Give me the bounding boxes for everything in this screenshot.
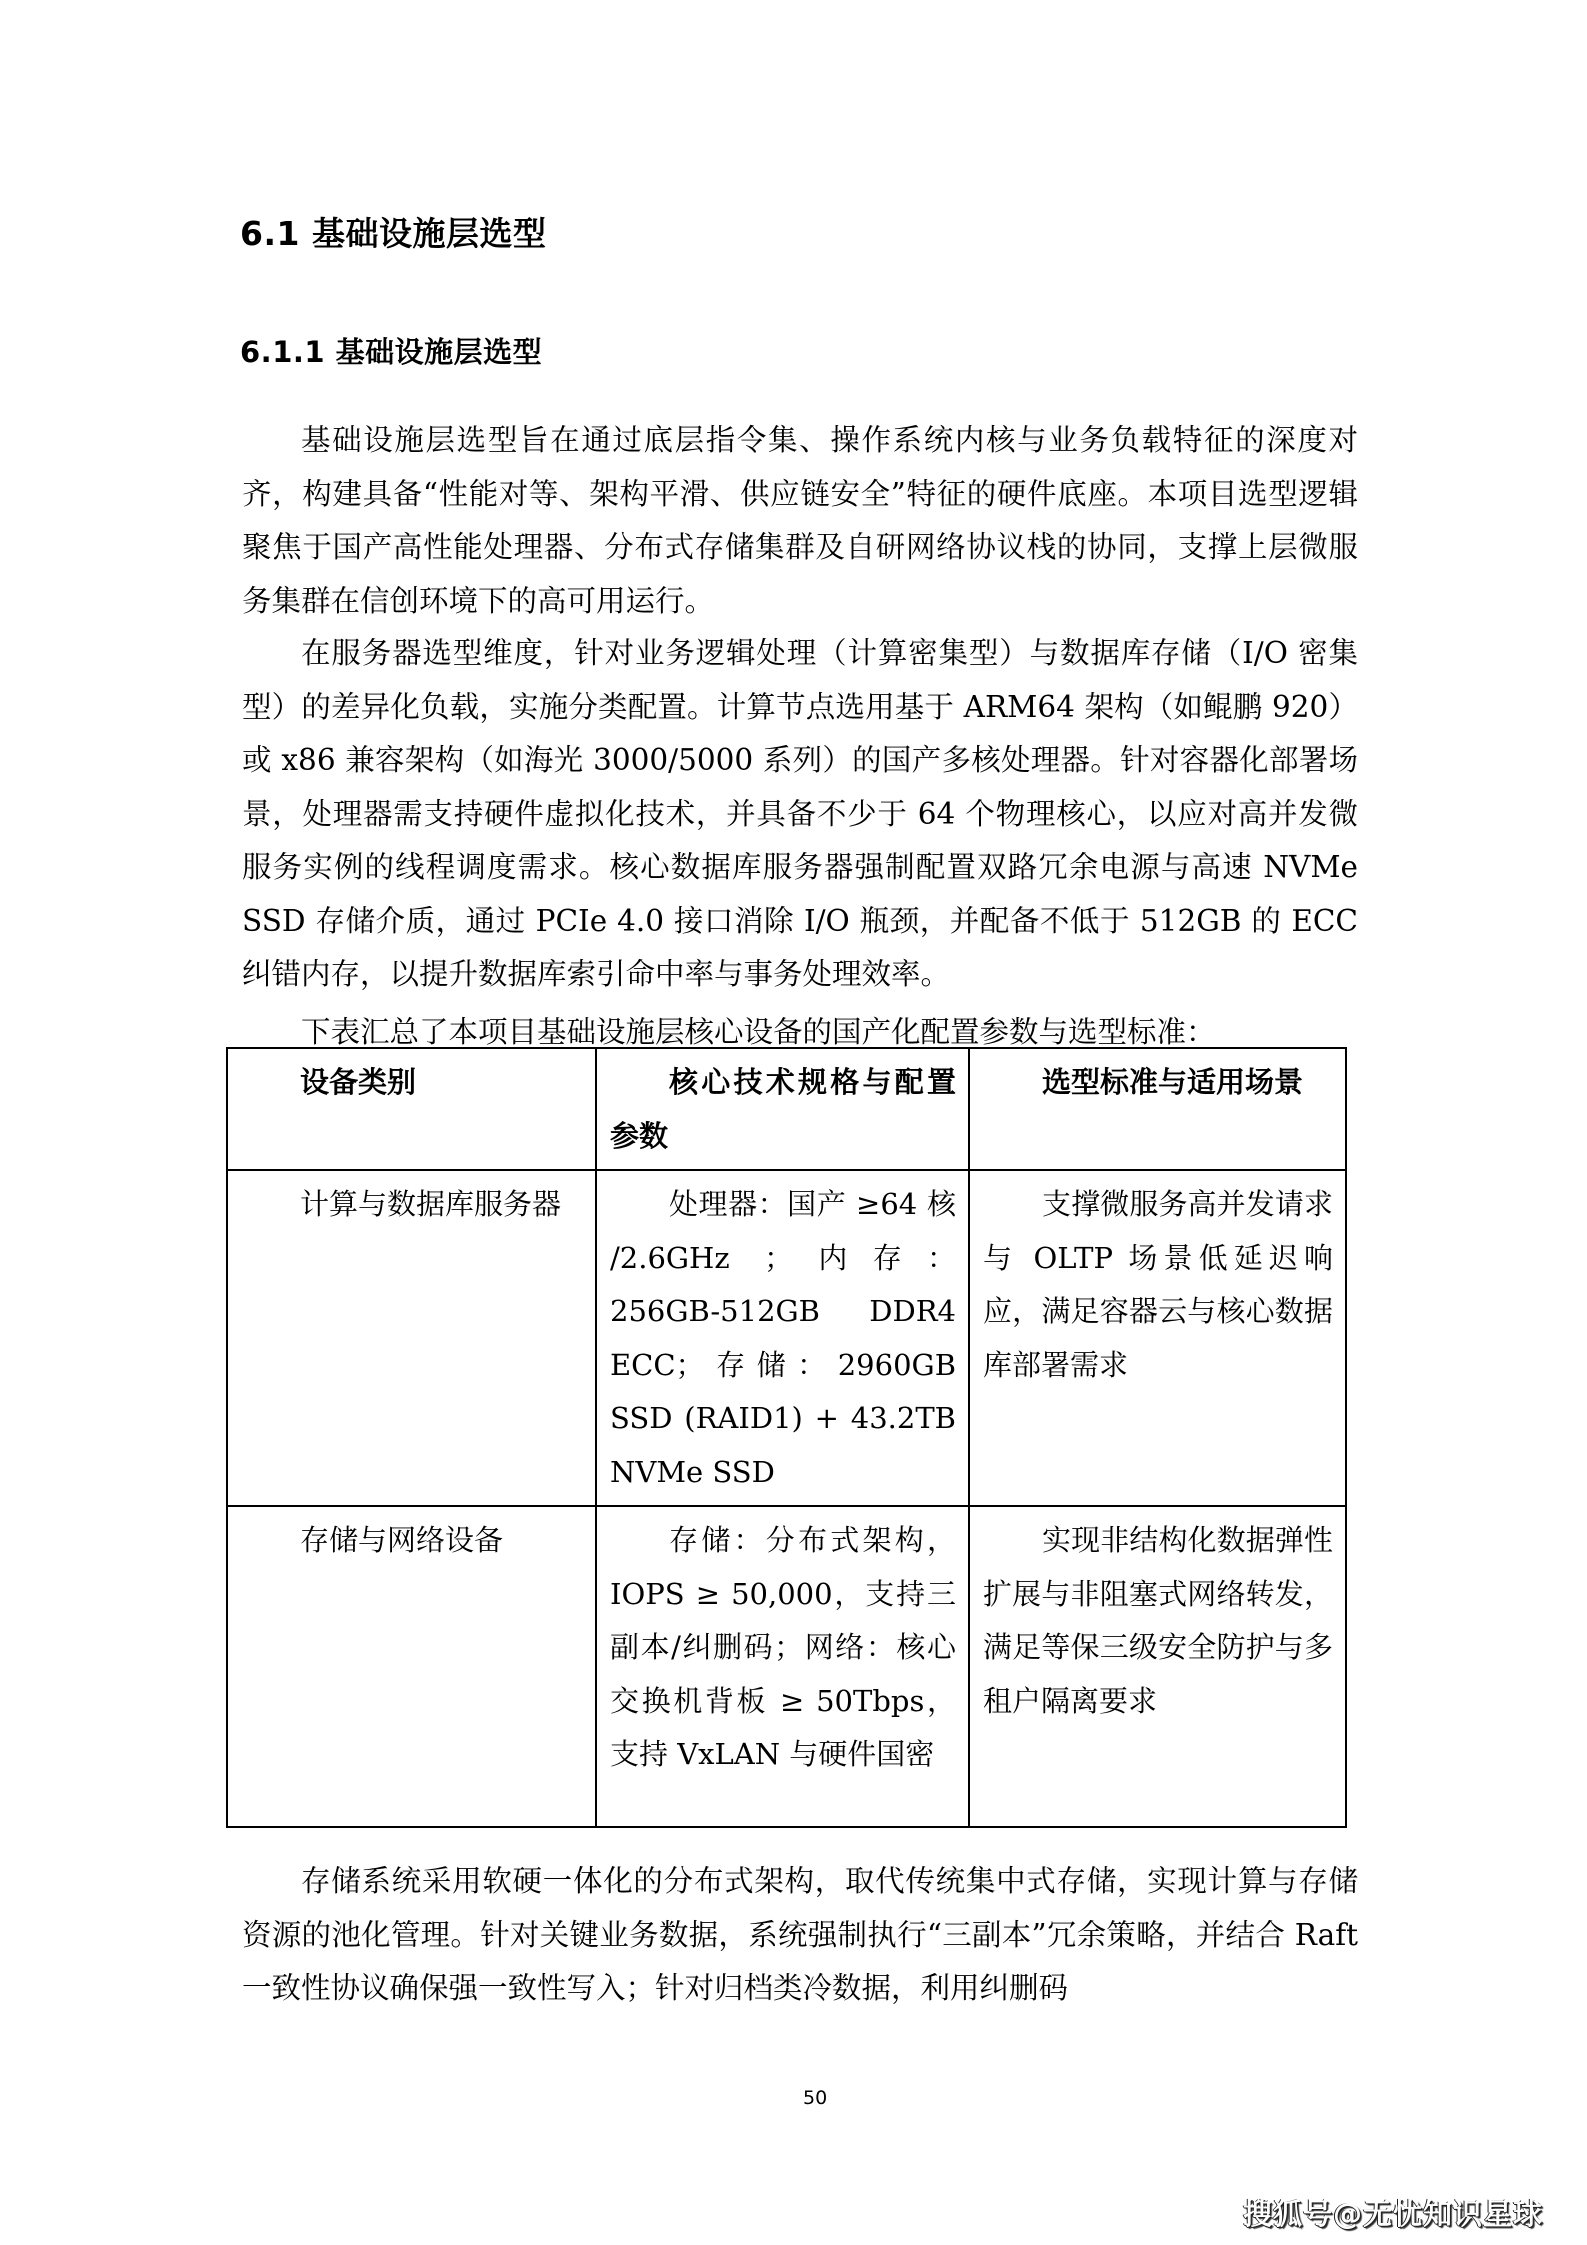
- table-cell-category: 计算与数据库服务器: [227, 1170, 596, 1506]
- subsection-heading: 6.1.1 基础设施层选型: [240, 335, 543, 369]
- table-header-row: [227, 1048, 1346, 1170]
- page-number: 50: [803, 2087, 828, 2109]
- section-heading: 6.1 基础设施层选型: [240, 214, 547, 253]
- table-header-spec: 核心技术规格与配置参数: [596, 1048, 969, 1170]
- table-cell-category: 存储与网络设备: [227, 1506, 596, 1827]
- paragraph-server-selection: 在服务器选型维度，针对业务逻辑处理（计算密集型）与数据库存储（I/O 密集型）的差异化负载，实施分类配置。计算节点选用基于 ARM64 架构（如鲲鹏 920）或 x86 兼容架构（如海光 3000/5000 系列）的国产多核处理器。针对容器化部署场景，处理器需支持硬件虚拟化技术，并具备不少于 64 个物理核心，以应对高并发微服务实例的线程调度需求。核心数据库服务器强制配置双路冗余电源与高速 NVMe SSD 存储介质，通过 PCIe 4.0 接口消除 I/O 瓶颈，并配备不低于 512GB 的 ECC 纠错内存，以提升数据库索引命中率与事务处理效率。: [242, 636, 1358, 991]
- table-cell-spec: 存储：分布式架构，IOPS ≥ 50,000，支持三副本/纠删码；网络：核心交换机背板 ≥ 50Tbps，支持 VxLAN 与硬件国密: [596, 1506, 969, 1827]
- equipment-spec-table: [226, 1047, 1347, 1828]
- table-cell-spec: 处理器：国产 ≥64 核 /2.6GHz ；内存：256GB-512GB DDR4 ECC；存储：2960GB SSD (RAID1) + 43.2TB NVMe SSD: [596, 1170, 969, 1506]
- table-cell-scenario: 实现非结构化数据弹性扩展与非阻塞式网络转发，满足等保三级安全防护与多租户隔离要求: [969, 1506, 1346, 1827]
- table-header-scenario: 选型标准与适用场景: [969, 1048, 1346, 1170]
- table-row: [227, 1170, 1346, 1506]
- paragraph-intro: 基础设施层选型旨在通过底层指令集、操作系统内核与业务负载特征的深度对齐，构建具备“性能对等、架构平滑、供应链安全”特征的硬件底座。本项目选型逻辑聚焦于国产高性能处理器、分布式存储集群及自研网络协议栈的协同，支撑上层微服务集群在信创环境下的高可用运行。: [242, 423, 1358, 618]
- paragraph-table-intro: 下表汇总了本项目基础设施层核心设备的国产化配置参数与选型标准：: [301, 1015, 1216, 1049]
- paragraph-storage-system: 存储系统采用软硬一体化的分布式架构，取代传统集中式存储，实现计算与存储资源的池化管理。针对关键业务数据，系统强制执行“三副本”冗余策略，并结合 Raft 一致性协议确保强一致性写入；针对归档类冷数据，利用纠删码: [242, 1864, 1358, 2005]
- table-row: [227, 1506, 1346, 1827]
- table-header-category: 设备类别: [227, 1048, 596, 1170]
- watermark-text: 搜狐号@无忧知识星球: [1243, 2197, 1544, 2231]
- table-cell-scenario: 支撑微服务高并发请求与 OLTP 场景低延迟响应，满足容器云与核心数据库部署需求: [969, 1170, 1346, 1506]
